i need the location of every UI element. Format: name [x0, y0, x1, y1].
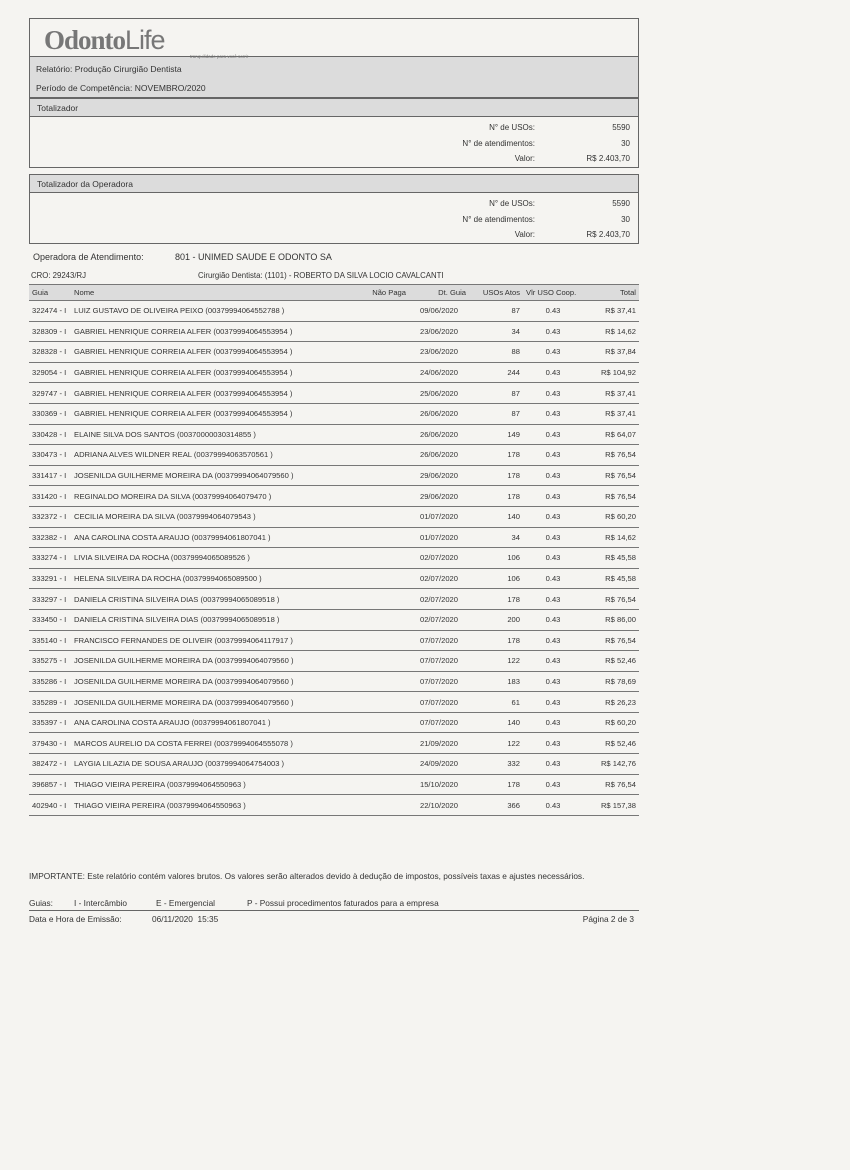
cell-vlr-uso: 0.43 [523, 568, 583, 589]
cell-usos-atos: 149 [469, 424, 523, 445]
cell-usos-atos: 87 [469, 403, 523, 424]
cell-guia: 335289 - I [29, 692, 71, 713]
importante-note: IMPORTANTE: Este relatório contém valores brutos. Os valores serão alterados devido à dedução de impostos, possíveis taxas e ajustes necessários. [29, 871, 585, 881]
table-row [29, 362, 639, 383]
cell-nome: REGINALDO MOREIRA DA SILVA (00379994064079470 ) [71, 486, 351, 507]
cell-dt-guia: 07/07/2020 [409, 671, 469, 692]
odontolife-logo: OdontoLife tranquilidade para você sorrir [44, 25, 249, 59]
cell-nome: MARCOS AURELIO DA COSTA FERREI (00379994064555078 ) [71, 733, 351, 754]
cell-usos-atos: 183 [469, 671, 523, 692]
cell-nome: JOSENILDA GUILHERME MOREIRA DA (00379994064079560 ) [71, 671, 351, 692]
cell-vlr-uso: 0.43 [523, 774, 583, 795]
page-number: Página 2 de 3 [582, 914, 634, 924]
cell-total: R$ 104,92 [583, 362, 639, 383]
cell-nome: GABRIEL HENRIQUE CORREIA ALFER (00379994064553954 ) [71, 342, 351, 363]
cell-guia: 379430 - I [29, 733, 71, 754]
cell-guia: 332382 - I [29, 527, 71, 548]
cell-nao-paga [351, 301, 409, 322]
cell-dt-guia: 29/06/2020 [409, 465, 469, 486]
cell-total: R$ 37,41 [583, 403, 639, 424]
cell-total: R$ 45,58 [583, 548, 639, 569]
cell-usos-atos: 178 [469, 774, 523, 795]
table-row [29, 671, 639, 692]
cell-guia: 396857 - I [29, 774, 71, 795]
cell-usos-atos: 34 [469, 527, 523, 548]
cell-dt-guia: 02/07/2020 [409, 609, 469, 630]
cell-vlr-uso: 0.43 [523, 383, 583, 404]
cell-total: R$ 76,54 [583, 774, 639, 795]
cell-nao-paga [351, 651, 409, 672]
cell-nao-paga [351, 733, 409, 754]
cell-guia: 330428 - I [29, 424, 71, 445]
cell-total: R$ 14,62 [583, 527, 639, 548]
table-row [29, 774, 639, 795]
logo-area [30, 19, 638, 57]
cell-guia: 331417 - I [29, 465, 71, 486]
cell-total: R$ 45,58 [583, 568, 639, 589]
cell-dt-guia: 22/10/2020 [409, 795, 469, 816]
col-total: Total [583, 285, 639, 301]
cell-guia: 333450 - I [29, 609, 71, 630]
section-title: Totalizador [30, 99, 638, 117]
cell-guia: 333297 - I [29, 589, 71, 610]
cell-total: R$ 76,54 [583, 589, 639, 610]
cell-nome: DANIELA CRISTINA SILVEIRA DIAS (00379994065089518 ) [71, 609, 351, 630]
cell-dt-guia: 07/07/2020 [409, 630, 469, 651]
atendimentos-row: N° de atendimentos: 30 [462, 139, 630, 148]
cell-guia: 335286 - I [29, 671, 71, 692]
cell-usos-atos: 200 [469, 609, 523, 630]
cro: CRO: 29243/RJ [31, 271, 87, 280]
cell-dt-guia: 24/06/2020 [409, 362, 469, 383]
table-row [29, 465, 639, 486]
cell-vlr-uso: 0.43 [523, 671, 583, 692]
cell-nao-paga [351, 321, 409, 342]
table-row [29, 486, 639, 507]
cell-total: R$ 52,46 [583, 733, 639, 754]
cell-usos-atos: 122 [469, 651, 523, 672]
cell-nome: JOSENILDA GUILHERME MOREIRA DA (00379994064079560 ) [71, 651, 351, 672]
cell-usos-atos: 178 [469, 465, 523, 486]
cell-total: R$ 76,54 [583, 445, 639, 466]
cell-nao-paga [351, 383, 409, 404]
operadora-value: 801 - UNIMED SAUDE E ODONTO SA [175, 252, 332, 262]
cell-dt-guia: 23/06/2020 [409, 321, 469, 342]
cell-guia: 382472 - I [29, 754, 71, 775]
cell-vlr-uso: 0.43 [523, 527, 583, 548]
cell-vlr-uso: 0.43 [523, 486, 583, 507]
col-nome: Nome [71, 285, 351, 301]
cell-nao-paga [351, 692, 409, 713]
cell-nao-paga [351, 506, 409, 527]
cell-usos-atos: 34 [469, 321, 523, 342]
cell-vlr-uso: 0.43 [523, 630, 583, 651]
cell-dt-guia: 15/10/2020 [409, 774, 469, 795]
cell-nao-paga [351, 424, 409, 445]
cell-usos-atos: 140 [469, 712, 523, 733]
cell-nome: DANIELA CRISTINA SILVEIRA DIAS (00379994065089518 ) [71, 589, 351, 610]
operadora-label: Operadora de Atendimento: [33, 252, 144, 262]
cell-guia: 333274 - I [29, 548, 71, 569]
cell-usos-atos: 88 [469, 342, 523, 363]
table-row [29, 651, 639, 672]
cell-nao-paga [351, 795, 409, 816]
cell-usos-atos: 178 [469, 486, 523, 507]
cell-dt-guia: 25/06/2020 [409, 383, 469, 404]
col-usos-atos: USOs Atos [469, 285, 523, 301]
cell-vlr-uso: 0.43 [523, 424, 583, 445]
cell-total: R$ 76,54 [583, 630, 639, 651]
table-row [29, 424, 639, 445]
cell-vlr-uso: 0.43 [523, 712, 583, 733]
cell-total: R$ 37,41 [583, 301, 639, 322]
cell-guia: 335397 - I [29, 712, 71, 733]
cell-guia: 329747 - I [29, 383, 71, 404]
cell-guia: 328309 - I [29, 321, 71, 342]
report-title: Relatório: Produção Cirurgião Dentista [36, 64, 182, 74]
cell-dt-guia: 26/06/2020 [409, 445, 469, 466]
cell-dt-guia: 02/07/2020 [409, 589, 469, 610]
cell-nao-paga [351, 342, 409, 363]
cell-vlr-uso: 0.43 [523, 651, 583, 672]
cell-total: R$ 52,46 [583, 651, 639, 672]
col-vlr-uso: Vlr USO Coop. [523, 285, 583, 301]
valor-row: Valor: R$ 2.403,70 [514, 154, 630, 163]
emissao-value: 06/11/2020 15:35 [152, 914, 219, 924]
footer-divider [29, 910, 639, 911]
cell-nome: THIAGO VIEIRA PEREIRA (00379994064550963 ) [71, 795, 351, 816]
cell-dt-guia: 29/06/2020 [409, 486, 469, 507]
cell-guia: 331420 - I [29, 486, 71, 507]
table-row [29, 692, 639, 713]
cell-total: R$ 64,07 [583, 424, 639, 445]
table-row [29, 795, 639, 816]
cell-guia: 330369 - I [29, 403, 71, 424]
cell-dt-guia: 01/07/2020 [409, 506, 469, 527]
cell-nao-paga [351, 403, 409, 424]
cell-usos-atos: 178 [469, 630, 523, 651]
totalizador [29, 98, 639, 168]
cell-guia: 402940 - I [29, 795, 71, 816]
cell-total: R$ 76,54 [583, 486, 639, 507]
table-header [29, 285, 639, 301]
cell-dt-guia: 01/07/2020 [409, 527, 469, 548]
table-row [29, 712, 639, 733]
guias-table [29, 284, 639, 816]
table-row [29, 527, 639, 548]
cell-nao-paga [351, 630, 409, 651]
cell-total: R$ 60,20 [583, 712, 639, 733]
cell-total: R$ 37,41 [583, 383, 639, 404]
table-row [29, 321, 639, 342]
cell-guia: 333291 - I [29, 568, 71, 589]
atendimentos-row: N° de atendimentos: 30 [462, 215, 630, 224]
cell-nao-paga [351, 548, 409, 569]
cell-usos-atos: 87 [469, 383, 523, 404]
cell-nome: THIAGO VIEIRA PEREIRA (00379994064550963 ) [71, 774, 351, 795]
cell-vlr-uso: 0.43 [523, 795, 583, 816]
cell-dt-guia: 07/07/2020 [409, 712, 469, 733]
section-title: Totalizador da Operadora [30, 175, 638, 193]
cell-nome: HELENA SILVEIRA DA ROCHA (00379994065089500 ) [71, 568, 351, 589]
cell-nao-paga [351, 486, 409, 507]
table-row [29, 733, 639, 754]
cell-total: R$ 157,38 [583, 795, 639, 816]
cell-nao-paga [351, 609, 409, 630]
cell-nome: ANA CAROLINA COSTA ARAUJO (00379994061807041 ) [71, 527, 351, 548]
cell-nao-paga [351, 465, 409, 486]
cell-vlr-uso: 0.43 [523, 754, 583, 775]
cell-total: R$ 37,84 [583, 342, 639, 363]
cell-dt-guia: 24/09/2020 [409, 754, 469, 775]
cell-usos-atos: 122 [469, 733, 523, 754]
cell-vlr-uso: 0.43 [523, 548, 583, 569]
usos-row: N° de USOs: 5590 [489, 199, 630, 208]
table-row [29, 568, 639, 589]
report-period: Período de Competência: NOVEMBRO/2020 [36, 83, 206, 93]
cell-dt-guia: 02/07/2020 [409, 568, 469, 589]
cell-nome: ELAINE SILVA DOS SANTOS (00370000030314855 ) [71, 424, 351, 445]
cell-nome: LAYGIA LILAZIA DE SOUSA ARAUJO (00379994064754003 ) [71, 754, 351, 775]
cell-total: R$ 14,62 [583, 321, 639, 342]
table-row [29, 589, 639, 610]
cell-total: R$ 142,76 [583, 754, 639, 775]
cell-guia: 322474 - I [29, 301, 71, 322]
valor-row: Valor: R$ 2.403,70 [514, 230, 630, 239]
cell-guia: 332372 - I [29, 506, 71, 527]
cell-nome: JOSENILDA GUILHERME MOREIRA DA (00379994064079560 ) [71, 465, 351, 486]
cell-nao-paga [351, 445, 409, 466]
cell-guia: 329054 - I [29, 362, 71, 383]
cell-usos-atos: 332 [469, 754, 523, 775]
cell-usos-atos: 244 [469, 362, 523, 383]
table-row [29, 609, 639, 630]
cell-total: R$ 76,54 [583, 465, 639, 486]
cell-usos-atos: 178 [469, 589, 523, 610]
cell-nome: FRANCISCO FERNANDES DE OLIVEIR (00379994064117917 ) [71, 630, 351, 651]
col-dt-guia: Dt. Guia [409, 285, 469, 301]
cell-nao-paga [351, 671, 409, 692]
guias-legend: Guias: I - Intercâmbio E - Emergencial P - Possui procedimentos faturados para a empresa [29, 898, 439, 908]
cell-vlr-uso: 0.43 [523, 301, 583, 322]
cell-usos-atos: 87 [469, 301, 523, 322]
cell-nao-paga [351, 362, 409, 383]
cell-nome: LIVIA SILVEIRA DA ROCHA (00379994065089526 ) [71, 548, 351, 569]
cell-vlr-uso: 0.43 [523, 589, 583, 610]
cell-nao-paga [351, 568, 409, 589]
table-row [29, 506, 639, 527]
cell-vlr-uso: 0.43 [523, 321, 583, 342]
table-row [29, 445, 639, 466]
cell-guia: 330473 - I [29, 445, 71, 466]
table-row [29, 630, 639, 651]
logo-tagline: tranquilidade para você sorrir [190, 54, 249, 59]
cell-usos-atos: 140 [469, 506, 523, 527]
cell-total: R$ 86,00 [583, 609, 639, 630]
cell-nome: JOSENILDA GUILHERME MOREIRA DA (00379994064079560 ) [71, 692, 351, 713]
cell-nome: GABRIEL HENRIQUE CORREIA ALFER (00379994064553954 ) [71, 362, 351, 383]
cell-dt-guia: 02/07/2020 [409, 548, 469, 569]
table-row [29, 342, 639, 363]
cell-total: R$ 26,23 [583, 692, 639, 713]
cell-dt-guia: 26/06/2020 [409, 403, 469, 424]
cell-guia: 328328 - I [29, 342, 71, 363]
cell-dt-guia: 09/06/2020 [409, 301, 469, 322]
col-nao-paga: Não Paga [351, 285, 409, 301]
dentista: Cirurgião Dentista: (1101) - ROBERTO DA SILVA LOCIO CAVALCANTI [198, 271, 444, 280]
cell-usos-atos: 178 [469, 445, 523, 466]
cell-dt-guia: 07/07/2020 [409, 692, 469, 713]
cell-nome: ADRIANA ALVES WILDNER REAL (00379994063570561 ) [71, 445, 351, 466]
cell-nao-paga [351, 527, 409, 548]
table-row [29, 403, 639, 424]
cell-vlr-uso: 0.43 [523, 403, 583, 424]
cell-usos-atos: 366 [469, 795, 523, 816]
cell-nao-paga [351, 754, 409, 775]
cell-dt-guia: 26/06/2020 [409, 424, 469, 445]
cell-vlr-uso: 0.43 [523, 445, 583, 466]
cell-vlr-uso: 0.43 [523, 465, 583, 486]
cell-nao-paga [351, 774, 409, 795]
emissao-label: Data e Hora de Emissão: [29, 914, 122, 924]
cell-vlr-uso: 0.43 [523, 362, 583, 383]
table-row [29, 301, 639, 322]
cell-nome: ANA CAROLINA COSTA ARAUJO (00379994061807041 ) [71, 712, 351, 733]
cell-dt-guia: 07/07/2020 [409, 651, 469, 672]
cell-guia: 335275 - I [29, 651, 71, 672]
cell-nome: GABRIEL HENRIQUE CORREIA ALFER (00379994064553954 ) [71, 383, 351, 404]
cell-nao-paga [351, 589, 409, 610]
table-row [29, 548, 639, 569]
cell-usos-atos: 106 [469, 548, 523, 569]
cell-guia: 335140 - I [29, 630, 71, 651]
cell-nao-paga [351, 712, 409, 733]
cell-vlr-uso: 0.43 [523, 342, 583, 363]
cell-total: R$ 78,69 [583, 671, 639, 692]
cell-vlr-uso: 0.43 [523, 506, 583, 527]
usos-row: N° de USOs: 5590 [489, 123, 630, 132]
cell-usos-atos: 106 [469, 568, 523, 589]
cell-vlr-uso: 0.43 [523, 733, 583, 754]
cell-usos-atos: 61 [469, 692, 523, 713]
col-guia: Guia [29, 285, 71, 301]
cell-total: R$ 60,20 [583, 506, 639, 527]
totalizador-operadora [29, 174, 639, 244]
cell-nome: GABRIEL HENRIQUE CORREIA ALFER (00379994064553954 ) [71, 403, 351, 424]
table-row [29, 754, 639, 775]
cell-nome: LUIZ GUSTAVO DE OLIVEIRA PEIXO (00379994064552788 ) [71, 301, 351, 322]
cell-nome: CECILIA MOREIRA DA SILVA (00379994064079543 ) [71, 506, 351, 527]
cell-vlr-uso: 0.43 [523, 692, 583, 713]
cell-dt-guia: 21/09/2020 [409, 733, 469, 754]
cell-dt-guia: 23/06/2020 [409, 342, 469, 363]
report-header [29, 18, 639, 98]
cell-vlr-uso: 0.43 [523, 609, 583, 630]
table-row [29, 383, 639, 404]
cell-nome: GABRIEL HENRIQUE CORREIA ALFER (00379994064553954 ) [71, 321, 351, 342]
